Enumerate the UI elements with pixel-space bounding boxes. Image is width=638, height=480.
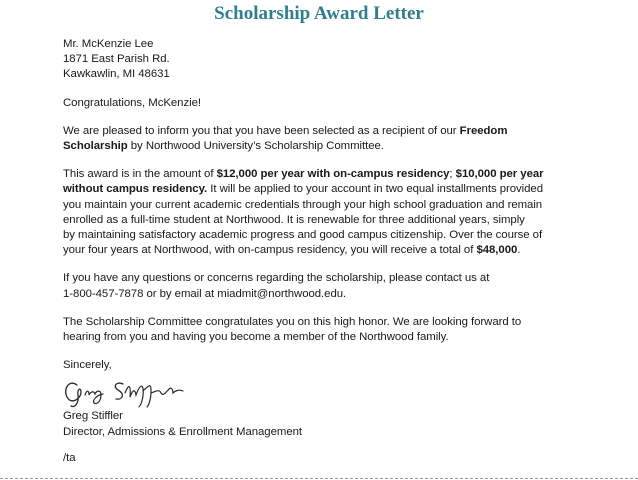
letter-title: Scholarship Award Letter xyxy=(214,3,424,24)
recipient-name: Mr. McKenzie Lee xyxy=(63,38,154,50)
p2-text-4: enrolled as a full-time student at Northwood. It is renewable for three additional years, simply xyxy=(63,213,525,226)
signature-area xyxy=(63,373,623,409)
p4-text-1: The Scholarship Committee congratulates you on this high honor. We are looking forward to xyxy=(63,315,522,328)
recipient-street: 1871 East Parish Rd. xyxy=(63,53,170,66)
award-amount-no-residency-1: $10,000 per year xyxy=(455,168,544,181)
award-amount-no-residency-2: without campus residency. xyxy=(63,183,208,196)
p4-text-2: hearing from you and having you become a member of the Northwood family. xyxy=(63,331,449,344)
paragraph-contact xyxy=(63,271,623,301)
p2-text-1: This award is in the amount of xyxy=(63,168,217,181)
p2-period: . xyxy=(517,244,521,257)
letter-body xyxy=(63,37,623,466)
scholarship-name-part1: Freedom xyxy=(459,124,508,137)
p2-text-6: your four years at Northwood, with on-campus residency, you will receive a total of xyxy=(63,244,477,257)
signer-title: Director, Admissions & Enrollment Management xyxy=(63,425,303,438)
signer-name: Greg Stiffler xyxy=(63,410,123,423)
p2-text-5: by maintaining satisfactory academic progress and good campus citizenship. Over the course of xyxy=(63,229,543,242)
p1-text: We are pleased to inform you that you have been selected as a recipient of our xyxy=(63,124,460,137)
paragraph-closing xyxy=(63,315,623,345)
scholarship-name-part2: Scholarship xyxy=(63,140,128,153)
closing: Sincerely, xyxy=(63,359,112,372)
paragraph-award-details xyxy=(63,167,623,258)
greeting: Congratulations, McKenzie! xyxy=(63,96,201,109)
typist-initials: /ta xyxy=(63,451,76,464)
p3-text-1: If you have any questions or concerns regarding the scholarship, please contact us at xyxy=(63,272,490,285)
paragraph-announcement xyxy=(63,124,623,154)
contact-info: 1-800-457-7878 or by email at miadmit@northwood.edu. xyxy=(63,287,347,300)
p2-separator: ; xyxy=(449,168,456,181)
handwritten-signature xyxy=(63,375,213,409)
award-amount-residency: $12,000 per year with on-campus residency xyxy=(216,168,450,181)
recipient-city: Kawkawlin, MI 48631 xyxy=(63,68,170,81)
award-total: $48,000 xyxy=(476,244,518,257)
p2-text-2: It will be applied to your account in two equal installments provided xyxy=(207,183,544,196)
p1-text-2: by Northwood University’s Scholarship Committee. xyxy=(127,140,384,153)
p2-text-3: you maintain your current academic credentials through your high school graduation and remain xyxy=(63,198,543,211)
